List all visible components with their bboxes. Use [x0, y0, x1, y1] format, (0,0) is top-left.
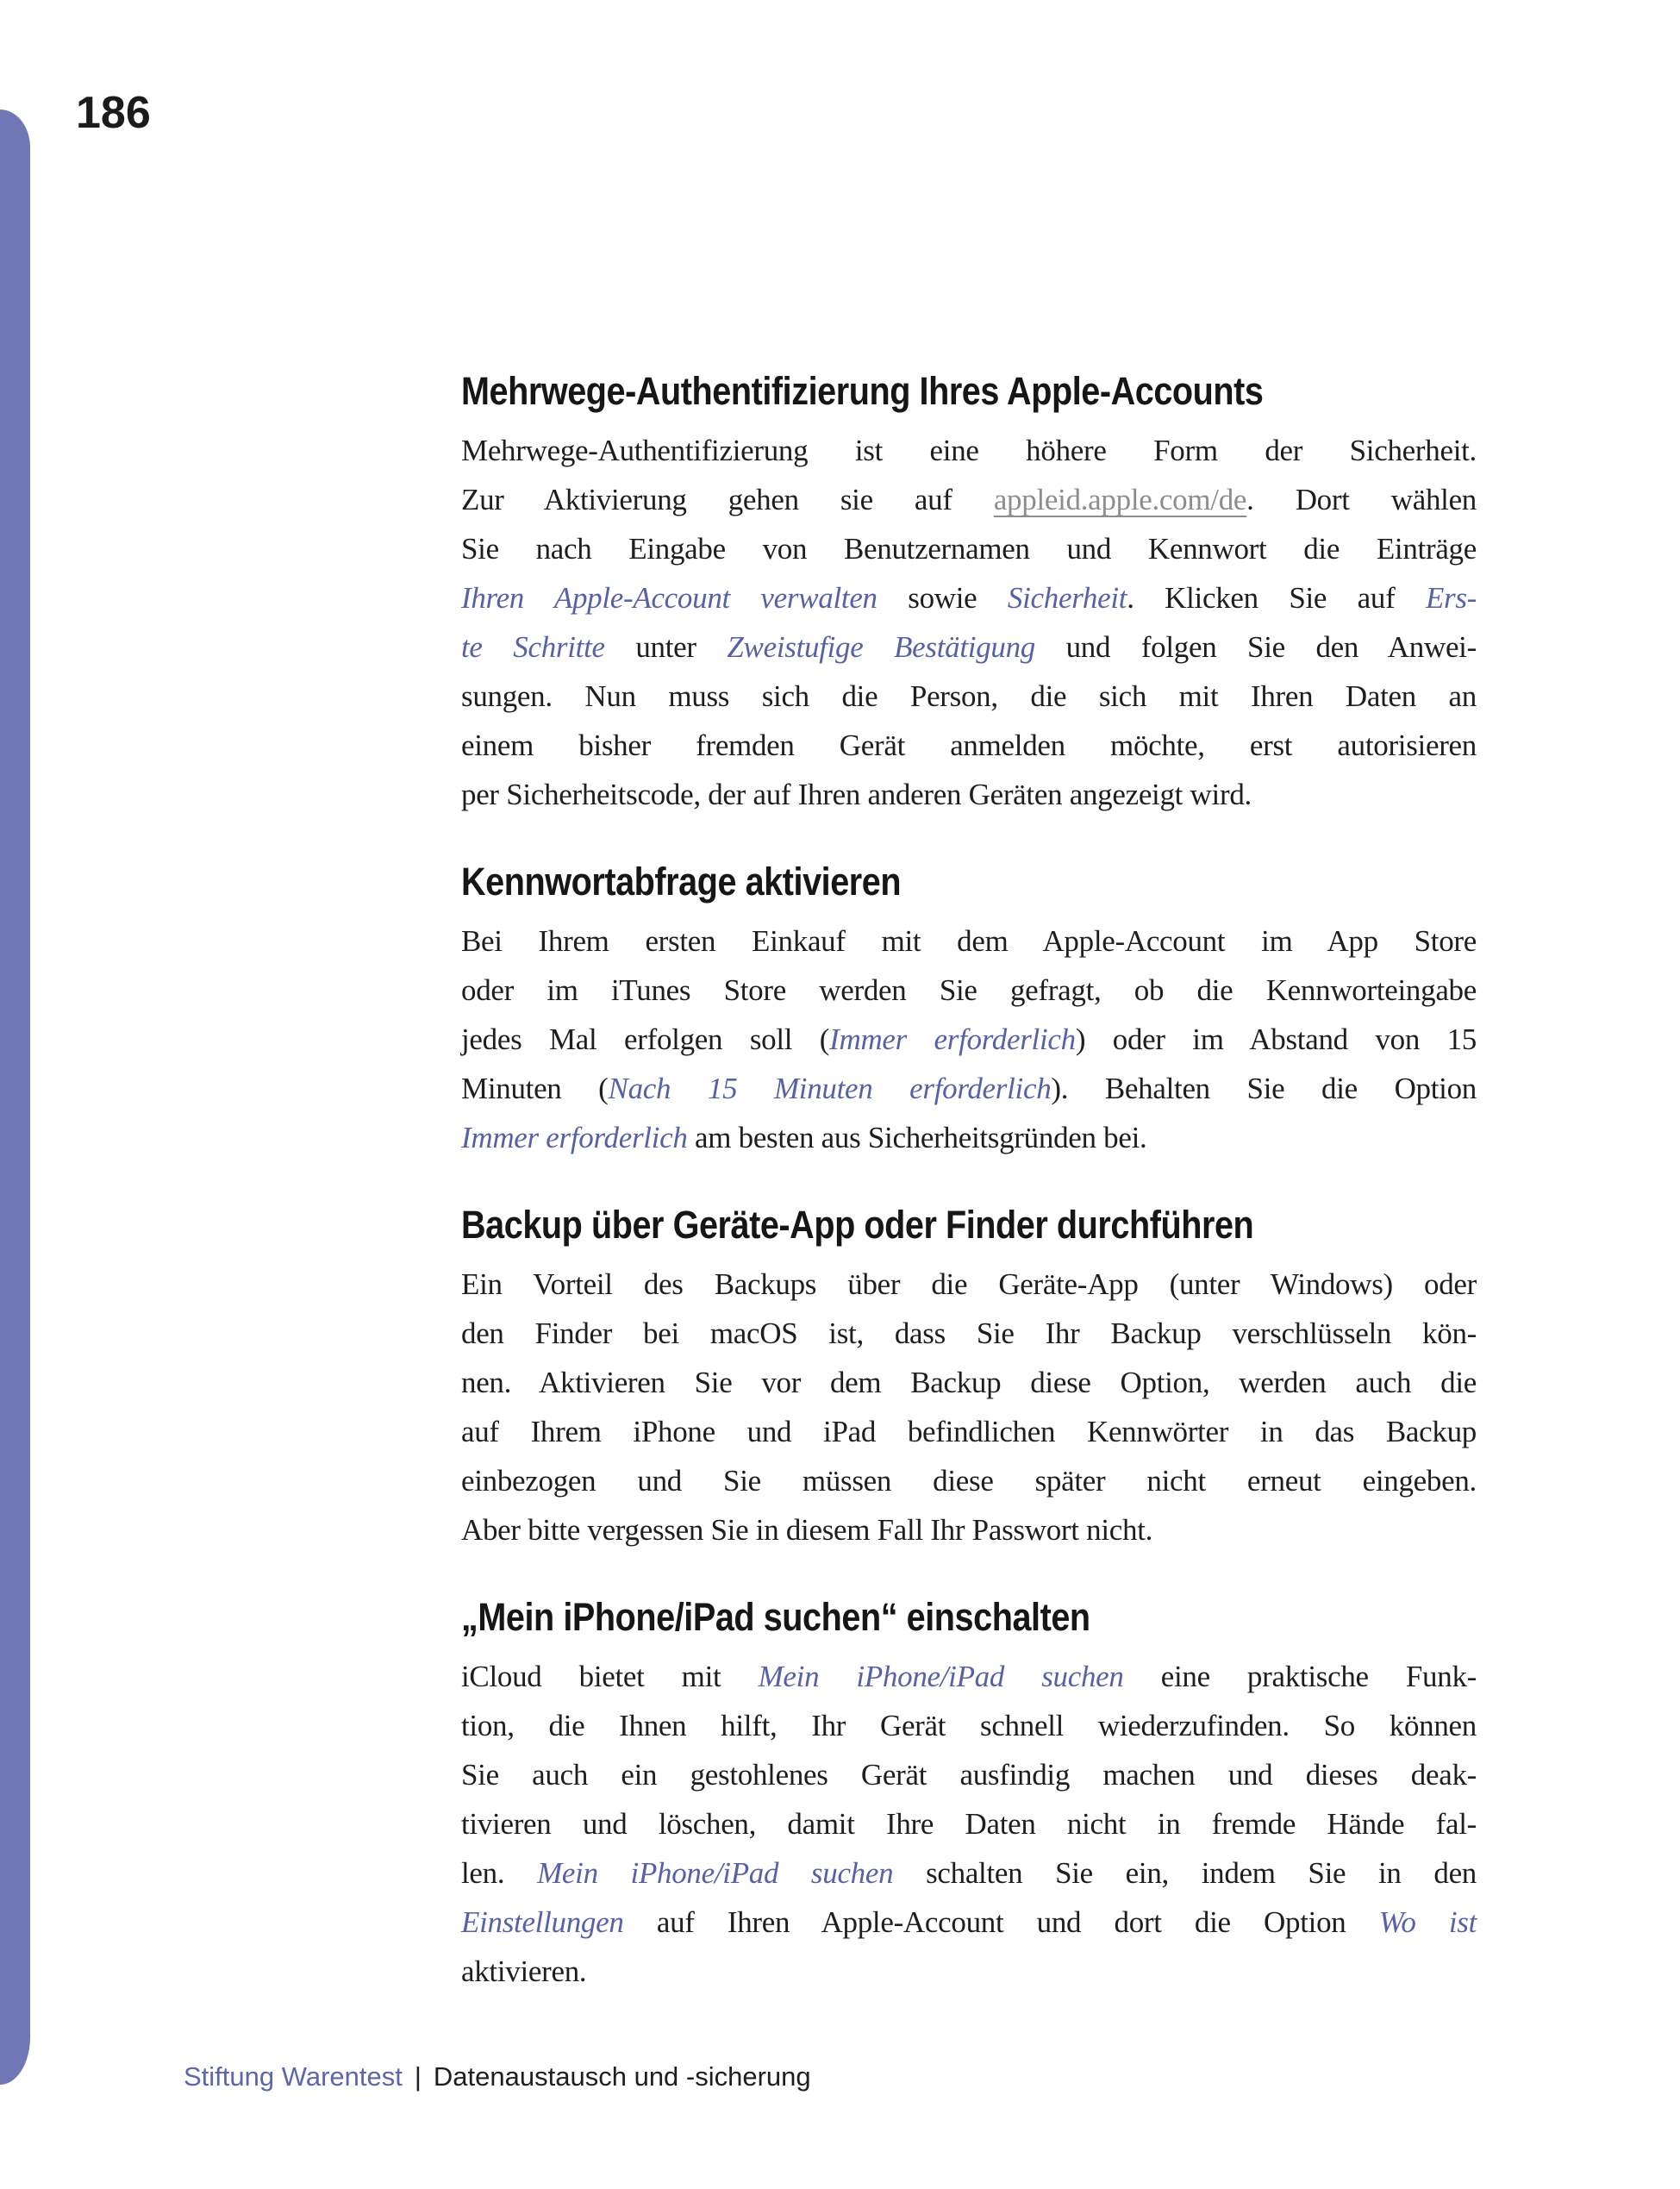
text-line	[461, 1799, 1477, 1848]
emphasis-term: Wo ist	[1378, 1905, 1477, 1939]
text-segment: Sie nach Eingabe von Benutzernamen und Kennwort die Einträge	[461, 532, 1477, 566]
text-line	[461, 1407, 1477, 1456]
text-line	[461, 1947, 1477, 1996]
text-segment: ) oder im Abstand von 15	[1075, 1023, 1477, 1056]
text-line	[461, 1750, 1477, 1799]
text-line	[461, 672, 1477, 721]
text-segment: nen. Aktivieren Sie vor dem Backup diese Option, werden auch die	[461, 1366, 1477, 1399]
text-segment: eine praktische Funk-	[1123, 1660, 1477, 1693]
text-segment: Zur Aktivierung gehen sie auf	[461, 483, 994, 516]
text-line	[461, 770, 1477, 819]
text-line	[461, 966, 1477, 1015]
text-segment: Aber bitte vergessen Sie in diesem Fall Ihr Passwort nicht.	[461, 1513, 1153, 1547]
text-line	[461, 573, 1477, 622]
emphasis-term: Mein iPhone/iPad suchen	[758, 1660, 1124, 1693]
publisher-name: Stiftung Warentest	[184, 2061, 403, 2092]
text-segment: oder im iTunes Store werden Sie gefragt, ob die Kennworteingabe	[461, 973, 1477, 1007]
text-segment: Bei Ihrem ersten Einkauf mit dem Apple-Account im App Store	[461, 924, 1477, 958]
text-segment: sungen. Nun muss sich die Person, die sich mit Ihren Daten an	[461, 679, 1477, 713]
text-segment: am besten aus Sicherheitsgründen bei.	[687, 1121, 1147, 1154]
text-line	[461, 622, 1477, 672]
paragraph	[461, 1652, 1477, 1996]
text-line	[461, 1848, 1477, 1898]
text-line	[461, 1260, 1477, 1309]
text-line	[461, 475, 1477, 524]
text-segment: und folgen Sie den Anwei-	[1035, 630, 1477, 664]
section-heading: Backup über Geräte-App oder Finder durchführen	[461, 1203, 1254, 1247]
emphasis-term: Ers-	[1425, 581, 1477, 615]
emphasis-term: te Schritte	[461, 630, 605, 664]
text-line	[461, 721, 1477, 770]
text-segment: per Sicherheitscode, der auf Ihren anderen Geräten angezeigt wird.	[461, 778, 1252, 811]
text-segment: ). Behalten Sie die Option	[1051, 1072, 1477, 1105]
text-segment: unter	[604, 630, 728, 664]
text-line	[461, 426, 1477, 475]
text-line	[461, 1358, 1477, 1407]
chapter-tab-marker	[0, 109, 30, 2085]
text-line	[461, 1113, 1477, 1162]
text-column	[461, 370, 1477, 1996]
emphasis-term: Zweistufige Bestätigung	[727, 630, 1035, 664]
text-segment: iCloud bietet mit	[461, 1660, 759, 1693]
section	[461, 370, 1477, 819]
page-footer	[184, 2062, 811, 2092]
emphasis-term: Immer erforderlich	[461, 1121, 688, 1154]
text-segment: einbezogen und Sie müssen diese später nicht erneut eingeben.	[461, 1464, 1477, 1498]
text-line	[461, 916, 1477, 966]
text-segment: den Finder bei macOS ist, dass Sie Ihr Backup verschlüsseln kön-	[461, 1317, 1477, 1350]
text-line	[461, 1898, 1477, 1947]
emphasis-term: Einstellungen	[461, 1905, 624, 1939]
text-segment: schalten Sie ein, indem Sie in den	[893, 1856, 1477, 1890]
text-segment: tivieren und löschen, damit Ihre Daten nicht in fremde Hände fal-	[461, 1807, 1477, 1841]
text-line	[461, 1064, 1477, 1113]
paragraph	[461, 1260, 1477, 1554]
text-segment: Minuten (	[461, 1072, 609, 1105]
section	[461, 860, 1477, 1162]
appleid-link[interactable]: appleid.apple.com/de	[993, 483, 1247, 516]
emphasis-term: Ihren Apple-Account verwalten	[461, 581, 877, 615]
text-segment: einem bisher fremden Gerät anmelden möchte, erst autorisieren	[461, 729, 1477, 762]
section	[461, 1204, 1477, 1554]
emphasis-term: Nach 15 Minuten erforderlich	[608, 1072, 1052, 1105]
text-segment: . Dort wählen	[1246, 483, 1477, 516]
paragraph	[461, 426, 1477, 819]
text-segment: aktivieren.	[461, 1954, 587, 1988]
page-number: 186	[76, 88, 151, 138]
paragraph	[461, 916, 1477, 1162]
text-segment: . Klicken Sie auf	[1127, 581, 1426, 615]
section	[461, 1596, 1477, 1996]
text-segment: len.	[461, 1856, 538, 1890]
emphasis-term: Mein iPhone/iPad suchen	[537, 1856, 894, 1890]
text-line	[461, 1456, 1477, 1505]
text-segment: auf Ihrem iPhone und iPad befindlichen Kennwörter in das Backup	[461, 1415, 1477, 1448]
text-segment: sowie	[877, 581, 1008, 615]
text-line	[461, 1701, 1477, 1750]
text-line	[461, 1309, 1477, 1358]
text-segment: jedes Mal erfolgen soll (	[461, 1023, 830, 1056]
text-segment: tion, die Ihnen hilft, Ihr Gerät schnell wiederzufinden. So können	[461, 1709, 1477, 1742]
emphasis-term: Immer erforderlich	[829, 1023, 1076, 1056]
text-segment: Ein Vorteil des Backups über die Geräte-App (unter Windows) oder	[461, 1267, 1477, 1301]
section-heading: Kennwortabfrage aktivieren	[461, 860, 902, 904]
text-line	[461, 1652, 1477, 1701]
footer-divider: |	[414, 2061, 422, 2092]
text-segment: Sie auch ein gestohlenes Gerät ausfindig machen und dieses deak-	[461, 1758, 1477, 1792]
section-heading: „Mein iPhone/iPad suchen“ einschalten	[461, 1595, 1090, 1639]
section-heading: Mehrwege-Authentifizierung Ihres Apple-Accounts	[461, 369, 1264, 413]
text-segment: auf Ihren Apple-Account und dort die Option	[623, 1905, 1379, 1939]
text-line	[461, 524, 1477, 573]
text-line	[461, 1015, 1477, 1064]
emphasis-term: Sicherheit	[1007, 581, 1127, 615]
text-segment: Mehrwege-Authentifizierung ist eine höhere Form der Sicherheit.	[461, 434, 1477, 467]
text-line	[461, 1505, 1477, 1554]
chapter-title: Datenaustausch und -sicherung	[433, 2061, 811, 2092]
